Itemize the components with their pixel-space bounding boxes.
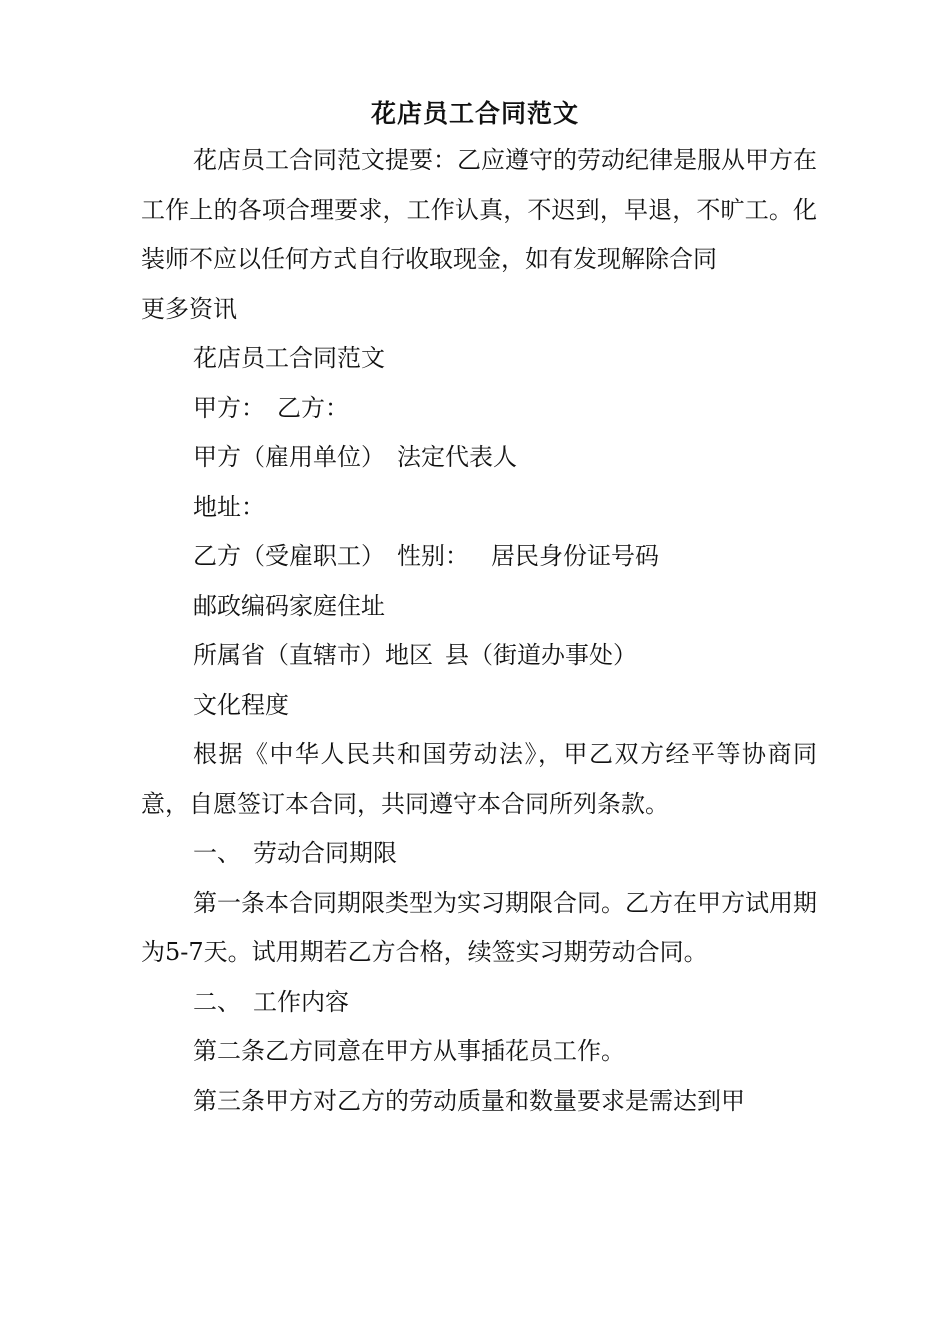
article-2-paragraph: 第二条乙方同意在甲方从事插花员工作。 <box>193 1037 625 1065</box>
employee-line <box>141 532 817 582</box>
parties-line <box>141 384 817 434</box>
more-info-line: 更多资讯 <box>141 294 237 323</box>
document-body <box>141 136 817 1126</box>
section-2-heading <box>141 978 817 1028</box>
section-1-heading <box>141 829 817 879</box>
article-1-paragraph: 第一条本合同期限类型为实习期限合同。乙方在甲方试用期为5-7天。试用期若乙方合格，续签实习期劳动合同。 <box>141 888 817 966</box>
education-line: 文化程度 <box>193 690 289 719</box>
article-3-paragraph: 第三条甲方对乙方的劳动质量和数量要求是需达到甲 <box>193 1086 745 1115</box>
preamble-paragraph: 根据《中华人民共和国劳动法》，甲乙双方经平等协商同意，自愿签订本合同，共同遵守本合同所列条款。 <box>141 740 817 818</box>
document-title: 花店员工合同范文 <box>370 99 579 128</box>
county-label: 县（街道办事处） <box>445 641 637 669</box>
postal-home-line: 邮政编码家庭住址 <box>193 591 385 620</box>
section-1-title: 劳动合同期限 <box>253 839 397 867</box>
employee-label: 乙方（受雇职工） <box>193 542 385 570</box>
gender-label: 性别： <box>397 542 469 570</box>
section-2-title: 工作内容 <box>253 987 349 1016</box>
employer-line <box>141 433 817 483</box>
section-2-number: 二、 <box>193 987 241 1016</box>
subtitle-line: 花店员工合同范文 <box>193 344 385 372</box>
summary-paragraph: 花店员工合同范文提要：乙应遵守的劳动纪律是服从甲方在工作上的各项合理要求，工作认真，不迟到，早退，不旷工。化装师不应以任何方式自行收取现金，如有发现解除合同 <box>141 146 817 273</box>
province-label: 所属省（直辖市）地区 <box>193 641 433 669</box>
legal-rep-label: 法定代表人 <box>397 443 517 471</box>
province-line <box>141 631 817 681</box>
party-a-label: 甲方： <box>193 393 265 422</box>
id-label: 居民身份证号码 <box>491 542 659 570</box>
section-1-number: 一、 <box>193 839 241 867</box>
employer-label: 甲方（雇用单位） <box>193 443 385 471</box>
party-b-label: 乙方： <box>277 393 349 422</box>
address-line: 地址： <box>193 492 265 521</box>
